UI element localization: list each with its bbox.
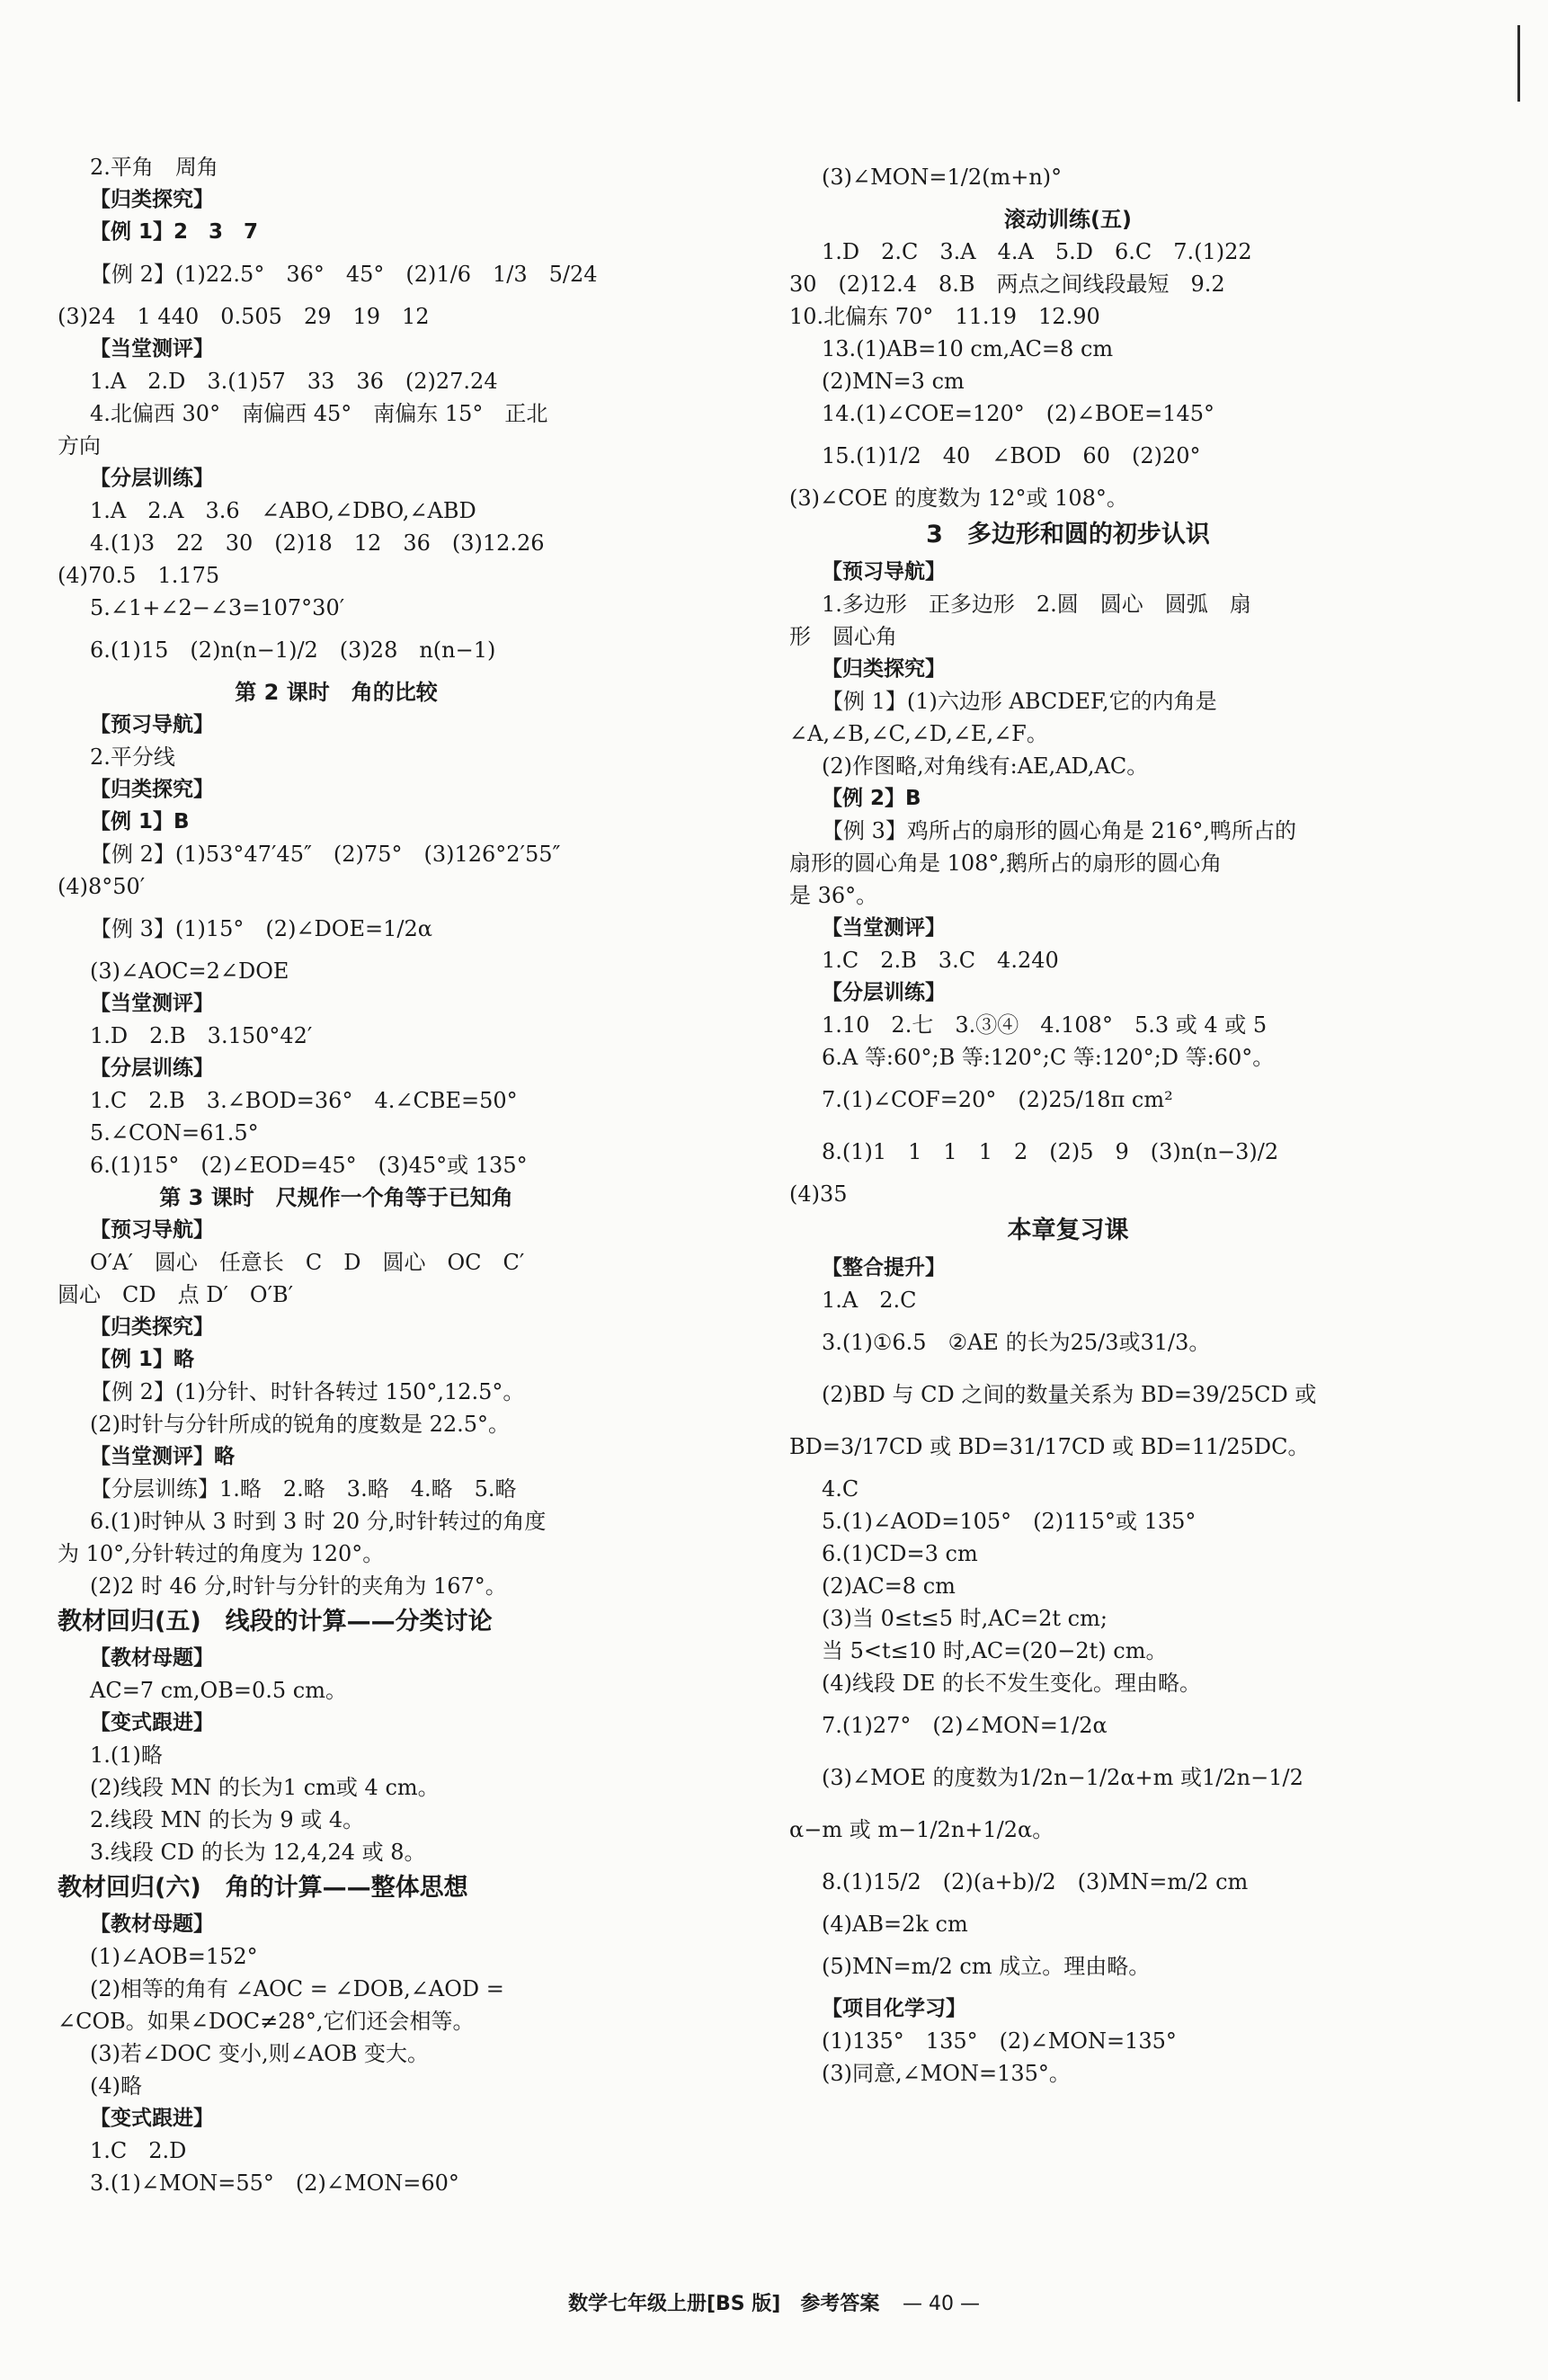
left-line: 【归类探究】: [90, 188, 214, 211]
left-line: 【例 1】略: [90, 1348, 195, 1371]
right-line: 【例 2】B: [822, 787, 921, 810]
left-line: 【预习导航】: [90, 713, 214, 736]
left-line: 教材回归(六) 角的计算——整体思想: [58, 1874, 468, 1902]
right-line: (4)AB=2k cm: [822, 1912, 968, 1937]
right-line: (3)∠MOE 的度数为1/2n−1/2α+m 或1/2n−1/2: [822, 1765, 1303, 1790]
left-line: 为 10°,分针转过的角度为 120°。: [58, 1541, 385, 1566]
left-line: (2)相等的角有 ∠AOC = ∠DOB,∠AOD =: [90, 1976, 504, 2001]
left-line: 4.(1)3 22 30 (2)18 12 36 (3)12.26: [90, 530, 545, 556]
left-line: 5.∠1+∠2−∠3=107°30′: [90, 595, 345, 620]
left-line: 1.A 2.A 3.6 ∠ABO,∠DBO,∠ABD: [90, 498, 476, 523]
left-line: 【教材母题】: [90, 1912, 214, 1936]
right-line: BD=3/17CD 或 BD=31/17CD 或 BD=11/25DC。: [789, 1434, 1310, 1459]
right-line: α−m 或 m−1/2n+1/2α。: [789, 1817, 1054, 1842]
right-line: (2)作图略,对角线有:AE,AD,AC。: [822, 753, 1149, 779]
right-line: (2)AC=8 cm: [822, 1573, 956, 1599]
right-line: (4)35: [789, 1181, 848, 1207]
left-line: 【分层训练】: [90, 1056, 214, 1080]
right-line: (1)135° 135° (2)∠MON=135°: [822, 2028, 1177, 2054]
left-line: 3.线段 CD 的长为 12,4,24 或 8。: [90, 1840, 426, 1865]
left-line: (3)若∠DOC 变小,则∠AOB 变大。: [90, 2041, 430, 2066]
left-line: 【当堂测评】: [90, 337, 214, 361]
right-line: 本章复习课: [1007, 1217, 1129, 1244]
right-line: 30 (2)12.4 8.B 两点之间线段最短 9.2: [789, 272, 1225, 297]
right-line: (3)同意,∠MON=135°。: [822, 2061, 1071, 2086]
left-line: (2)时针与分针所成的锐角的度数是 22.5°。: [90, 1412, 511, 1437]
left-line: 【例 1】B: [90, 810, 190, 833]
left-line: 【分层训练】: [90, 467, 214, 490]
left-line: 【当堂测评】略: [90, 1445, 235, 1468]
left-line: O′A′ 圆心 任意长 C D 圆心 OC C′: [90, 1250, 525, 1275]
right-line: 1.A 2.C: [822, 1288, 917, 1313]
right-line: ∠A,∠B,∠C,∠D,∠E,∠F。: [789, 721, 1048, 746]
right-line: (2)BD 与 CD 之间的数量关系为 BD=39/25CD 或: [822, 1382, 1317, 1407]
left-line: (1)∠AOB=152°: [90, 1944, 258, 1969]
left-line: 【例 1】2 3 7: [90, 220, 259, 244]
right-line: 【分层训练】: [822, 981, 946, 1004]
footer-title: 数学七年级上册[BS 版] 参考答案: [567, 2293, 880, 2315]
right-line: (2)MN=3 cm: [822, 369, 965, 394]
left-line: 6.(1)15° (2)∠EOD=45° (3)45°或 135°: [90, 1153, 528, 1178]
right-line: (3)当 0≤t≤5 时,AC=2t cm;: [822, 1606, 1108, 1631]
right-line: 6.A 等:60°;B 等:120°;C 等:120°;D 等:60°。: [822, 1045, 1275, 1070]
right-line: 是 36°。: [789, 883, 878, 908]
left-line: 【教材母题】: [90, 1646, 214, 1670]
left-line: 方向: [58, 433, 101, 459]
left-line: 【变式跟进】: [90, 2107, 214, 2130]
answer-column-right: [789, 151, 1347, 2090]
right-line: 7.(1)∠COF=20° (2)25/18π cm²: [822, 1087, 1173, 1112]
right-line: 5.(1)∠AOD=105° (2)115°或 135°: [822, 1509, 1197, 1534]
right-line: 形 圆心角: [789, 624, 897, 649]
right-line: 【预习导航】: [822, 560, 946, 584]
right-line: (4)线段 DE 的长不发生变化。理由略。: [822, 1671, 1202, 1696]
left-line: (4)8°50′: [58, 874, 146, 899]
right-line: 【例 1】(1)六边形 ABCDEF,它的内角是: [822, 689, 1217, 714]
left-line: 1.D 2.B 3.150°42′: [90, 1023, 313, 1048]
right-line: 4.C: [822, 1476, 859, 1502]
right-line: 【归类探究】: [822, 657, 946, 681]
left-line: 5.∠CON=61.5°: [90, 1120, 259, 1145]
right-line: 扇形的圆心角是 108°,鹅所占的扇形的圆心角: [789, 851, 1223, 876]
right-line: 15.(1)1/2 40 ∠BOD 60 (2)20°: [822, 443, 1201, 468]
left-line: 【预习导航】: [90, 1218, 214, 1242]
right-line: 滚动训练(五): [1004, 207, 1132, 232]
left-line: 1.A 2.D 3.(1)57 33 36 (2)27.24: [90, 369, 498, 394]
left-line: 【例 3】(1)15° (2)∠DOE=1/2α: [90, 916, 432, 941]
right-line: 3.(1)①6.5 ②AE 的长为25/3或31/3。: [822, 1330, 1211, 1355]
left-line: (4)略: [90, 2073, 142, 2099]
left-line: (3)24 1 440 0.505 29 19 12: [58, 304, 430, 329]
left-line: 6.(1)15 (2)n(n−1)/2 (3)28 n(n−1): [90, 637, 496, 663]
left-line: 圆心 CD 点 D′ O′B′: [58, 1282, 294, 1307]
right-line: (3)∠MON=1/2(m+n)°: [822, 165, 1063, 190]
left-line: 1.C 2.B 3.∠BOD=36° 4.∠CBE=50°: [90, 1088, 518, 1113]
left-line: 【例 2】(1)22.5° 36° 45° (2)1/6 1/3 5/24: [90, 262, 598, 287]
right-line: 【例 3】鸡所占的扇形的圆心角是 216°,鸭所占的: [822, 818, 1296, 843]
left-line: (2)2 时 46 分,时针与分针的夹角为 167°。: [90, 1573, 507, 1599]
left-line: 4.北偏西 30° 南偏西 45° 南偏东 15° 正北: [90, 401, 548, 426]
right-line: 3 多边形和圆的初步认识: [926, 521, 1210, 548]
right-line: (3)∠COE 的度数为 12°或 108°。: [789, 486, 1128, 511]
left-line: 【归类探究】: [90, 1315, 214, 1339]
right-line: 1.多边形 正多边形 2.圆 圆心 圆弧 扇: [822, 592, 1251, 617]
left-line: 【归类探究】: [90, 778, 214, 801]
left-line: 【当堂测评】: [90, 992, 214, 1015]
left-line: 1.(1)略: [90, 1743, 163, 1768]
right-line: 8.(1)15/2 (2)(a+b)/2 (3)MN=m/2 cm: [822, 1869, 1249, 1894]
left-line: 【例 2】(1)分针、时针各转过 150°,12.5°。: [90, 1379, 525, 1404]
left-line: AC=7 cm,OB=0.5 cm。: [90, 1678, 347, 1703]
left-line: 第 3 课时 尺规作一个角等于已知角: [159, 1185, 513, 1210]
left-line: 【分层训练】1.略 2.略 3.略 4.略 5.略: [90, 1476, 517, 1502]
left-line: 6.(1)时钟从 3 时到 3 时 20 分,时针转过的角度: [90, 1509, 547, 1534]
page-number: — 40 —: [903, 2293, 981, 2315]
page-edge-mark: [1517, 25, 1520, 102]
right-line: 1.10 2.七 3.③④ 4.108° 5.3 或 4 或 5: [822, 1012, 1268, 1038]
right-line: 10.北偏东 70° 11.19 12.90: [789, 304, 1100, 329]
left-line: 3.(1)∠MON=55° (2)∠MON=60°: [90, 2171, 459, 2196]
left-line: (2)线段 MN 的长为1 cm或 4 cm。: [90, 1775, 440, 1800]
right-line: 【项目化学习】: [822, 1997, 966, 2020]
right-line: 当 5<t≤10 时,AC=(20−2t) cm。: [822, 1638, 1168, 1663]
left-line: (3)∠AOC=2∠DOE: [90, 958, 289, 984]
left-line: 【例 2】(1)53°47′45″ (2)75° (3)126°2′55″: [90, 842, 561, 867]
left-line: ∠COB。如果∠DOC≠28°,它们还会相等。: [58, 2009, 475, 2034]
right-line: 13.(1)AB=10 cm,AC=8 cm: [822, 336, 1114, 361]
left-line: 第 2 课时 角的比较: [235, 680, 438, 705]
right-line: 8.(1)1 1 1 1 2 (2)5 9 (3)n(n−3)/2: [822, 1139, 1279, 1164]
left-line: 教材回归(五) 线段的计算——分类讨论: [58, 1608, 493, 1636]
right-line: 【整合提升】: [822, 1256, 946, 1279]
right-line: 6.(1)CD=3 cm: [822, 1541, 978, 1566]
answer-column-left: [58, 151, 615, 2199]
left-line: 【变式跟进】: [90, 1711, 214, 1734]
right-line: (5)MN=m/2 cm 成立。理由略。: [822, 1954, 1151, 1979]
right-line: 【当堂测评】: [822, 916, 946, 940]
left-line: (4)70.5 1.175: [58, 563, 220, 588]
left-line: 2.平分线: [90, 744, 175, 770]
left-line: 2.平角 周角: [90, 155, 218, 180]
right-line: 7.(1)27° (2)∠MON=1/2α: [822, 1713, 1108, 1738]
right-line: 1.D 2.C 3.A 4.A 5.D 6.C 7.(1)22: [822, 239, 1252, 264]
right-line: 1.C 2.B 3.C 4.240: [822, 948, 1059, 973]
right-line: 14.(1)∠COE=120° (2)∠BOE=145°: [822, 401, 1215, 426]
left-line: 1.C 2.D: [90, 2138, 187, 2163]
page-footer: [0, 2288, 1548, 2316]
left-line: 2.线段 MN 的长为 9 或 4。: [90, 1807, 365, 1832]
